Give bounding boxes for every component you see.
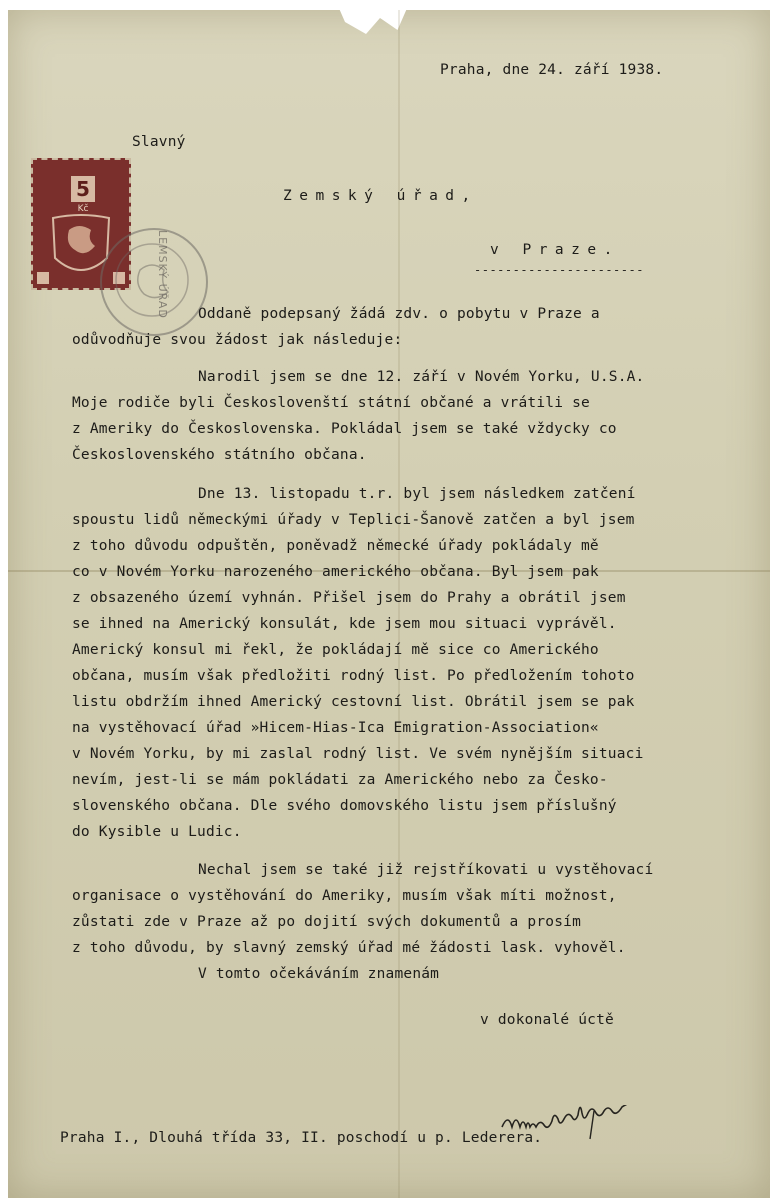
body-line: Moje rodiče byli Českoslovenští státní občané a vrátili se [72,395,590,411]
body-line: do Kysible u Ludic. [72,824,242,840]
body-line: v Novém Yorku, by mi zaslal rodný list. Ve svém nynějším situaci [72,746,644,762]
stamp-unit: Kč [77,204,89,214]
body-line: co v Novém Yorku narozeného amerického občana. Byl jsem pak [72,564,599,580]
body-line: Narodil jsem se dne 12. září v Novém Yorku, U.S.A. [198,369,645,385]
body-line: se ihned na Americký konsulát, kde jsem mou situaci vyprávěl. [72,616,617,632]
seal-emblem-icon [102,230,202,330]
body-line: Nechal jsem se také již rejstříkovati u vystěhovací [198,862,654,878]
sender-address: Praha I., Dlouhá třída 33, II. poschodí u p. Lederera. [60,1130,543,1146]
salutation: Slavný [132,134,186,150]
body-line: Dne 13. listopadu t.r. byl jsem následkem zatčení [198,486,636,502]
body-line: zůstati zde v Praze až po dojití svých dokumentů a prosím [72,914,581,930]
body-line: listu obdržím ihned Americký cestovní list. Obrátil jsem se pak [72,694,635,710]
body-line: Československého státního občana. [72,447,367,463]
closing-line: v dokonalé úctě [480,1012,614,1028]
body-line: spoustu lidů německými úřady v Teplici-Šanově zatčen a byl jsem [72,512,635,528]
seal-text: LEMSKÝ ÚŘAD [156,230,169,319]
body-line: z toho důvodu, by slavný zemský úřad mé žádosti lask. vyhověl. [72,940,626,956]
body-line: Americký konsul mi řekl, že pokládají mě sice co Amerického [72,642,599,658]
office-name: Zemský úřad, [283,188,478,204]
office-location: v Praze. [490,242,620,258]
body-line: nevím, jest-li se mám pokládati za Amerického nebo za Česko- [72,772,608,788]
document-page [8,10,770,1198]
body-line: z toho důvodu odpuštěn, poněvadž německé úřady pokládaly mě [72,538,599,554]
office-seal [100,228,208,336]
date-line: Praha, dne 24. září 1938. [440,62,664,78]
body-line: Oddaně podepsaný žádá zdv. o pobytu v Praze a [198,306,600,322]
body-line: organisace o vystěhování do Ameriky, musím však míti možnost, [72,888,617,904]
stamp-value: 5 [71,176,95,202]
body-line: na vystěhovací úřad »Hicem-Hias-Ica Emigration-Association« [72,720,599,736]
body-line: z Ameriky do Československa. Pokládal jsem se také vždycky co [72,421,617,437]
body-line: V tomto očekáváním znamenám [198,966,440,982]
address-underline: ---------------------- [474,263,644,277]
body-line: slovenského občana. Dle svého domovského listu jsem příslušný [72,798,617,814]
body-line: občana, musím však předložiti rodný list. Po předložením tohoto [72,668,635,684]
body-line: z obsazeného území vyhnán. Přišel jsem do Prahy a obrátil jsem [72,590,626,606]
body-line: odůvodňuje svou žádost jak následuje: [72,332,403,348]
